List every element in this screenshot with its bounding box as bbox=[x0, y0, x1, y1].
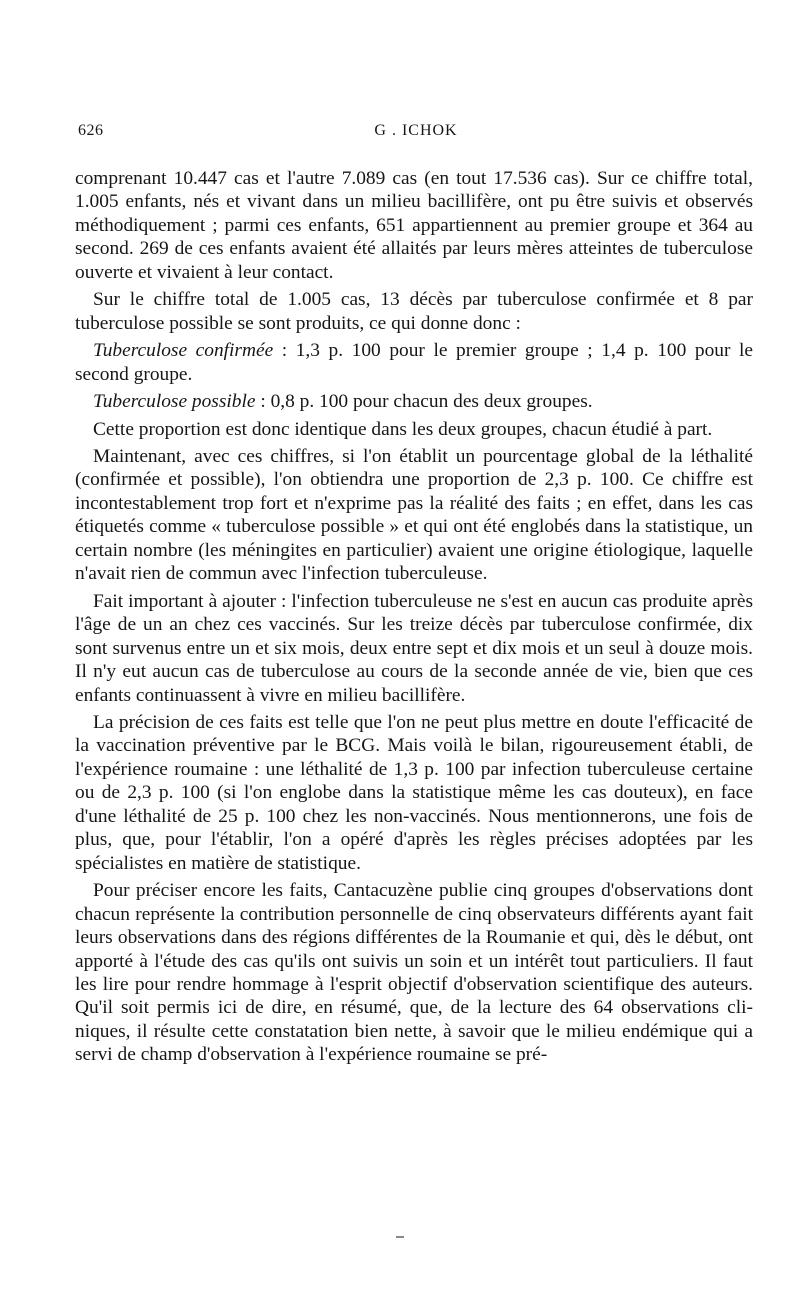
paragraph-possible-tuberculosis bbox=[75, 390, 753, 413]
paragraph-important-fact: Fait important à ajouter : l'infection tuberculeuse ne s'est en aucun cas produite après l'âge de un an chez ces vaccinés. Sur les treize décès par tuberculose confirmée, dix sont survenus entre un et six mois, deux entre sept et dix mois et un seul à douze mois. Il n'y eut aucun cas de tuberculose au cours de la seconde année de vie, bien que ces enfants continuassent à vivre en milieu bacillifère. bbox=[75, 590, 753, 706]
paragraph-confirmed-tuberculosis bbox=[75, 339, 753, 386]
paragraph-death-count: Sur le chiffre total de 1.005 cas, 13 décès par tuberculose confirmée et 8 par tuberculose possible se sont produits, ce qui donne donc : bbox=[75, 289, 753, 334]
label-possible-tuberculosis: Tuberculose possible bbox=[93, 391, 256, 413]
running-title: G . ICHOK bbox=[374, 122, 458, 139]
text-possible-tuberculosis: : 0,8 p. 100 pour chacun des deux groupes. bbox=[255, 391, 593, 413]
paragraph-precision: La précision de ces faits est telle que l'on ne peut plus mettre en doute l'efficacité de la vaccination préventive par le BCG. Mais voilà le bilan, rigoureusement établi, de l'expérience roumaine : une léthalité de 1,3 p. 100 par infection tuberculeuse certaine ou de 2,3 p. 100 (si l'on englobe dans la statistique même les cas douteux), en face d'une léthalité de 25 p. 100 chez les non-vaccinés. Nous mentionnerons, une fois de plus, que, pour l'établir, l'on a opéré d'après les règles précises adoptées par les spécialistes en matière de statistique. bbox=[75, 711, 753, 874]
label-confirmed-tuberculosis: Tuberculose confirmée bbox=[93, 340, 274, 362]
paragraph-identical-proportion: Cette proportion est donc identique dans les deux groupes, chacun étudié à part. bbox=[93, 418, 713, 440]
running-header bbox=[78, 122, 754, 146]
text-confirmed-tuberculosis: : 1,3 p. 100 pour le premier groupe ; 1,4 p. 100 pour le second groupe. bbox=[75, 340, 753, 385]
footer-mark bbox=[396, 1236, 404, 1238]
paragraph-global-lethality: Maintenant, avec ces chiffres, si l'on établit un pourcentage global de la léthalité (confirmée et possible), l'on obtiendra une proportion de 2,3 p. 100. Ce chiffre est incontestablement trop fort et n'exprime pas la réalité des faits ; en effet, dans les cas étiquetés comme « tuberculose possible » et qui ont été englobés dans la statistique, un certain nombre (les méningites en particulier) avaient une origine étiologique, laquelle n'avait rien de commun avec l'infection tuberculeuse. bbox=[75, 445, 753, 585]
page-number: 626 bbox=[78, 122, 104, 139]
body-text bbox=[75, 167, 753, 1067]
paragraph-cantacuzene: Pour préciser encore les faits, Cantacuzène publie cinq groupes d'observations dont chacun représente la contribution personnelle de cinq observateurs différents ayant fait leurs observations dans des régions différentes de la Roumanie et qui, dès le début, ont apporté à l'étude des cas qu'ils ont suivis un soin et un intérêt tout particuliers. Il faut les lire pour rendre hommage à l'esprit objectif d'observation scientifique des auteurs. Qu'il soit permis ici de dire, en résumé, que, de la lecture des 64 observations cliniques, il résulte cette constatation bien nette, à savoir que le milieu endémique qui a servi de champ d'observation à l'expérience roumaine se pré- bbox=[75, 880, 753, 1066]
paragraph-continuation: comprenant 10.447 cas et l'autre 7.089 cas (en tout 17.536 cas). Sur ce chiffre total, 1.005 enfants, nés et vivant dans un milieu bacillifère, ont pu être suivis et observés méthodiquement ; parmi ces enfants, 651 appartiennent au premier groupe et 364 au second. 269 de ces enfants avaient été allaités par leurs mères atteintes de tuberculose ouverte et vivaient à leur contact. bbox=[75, 168, 753, 283]
